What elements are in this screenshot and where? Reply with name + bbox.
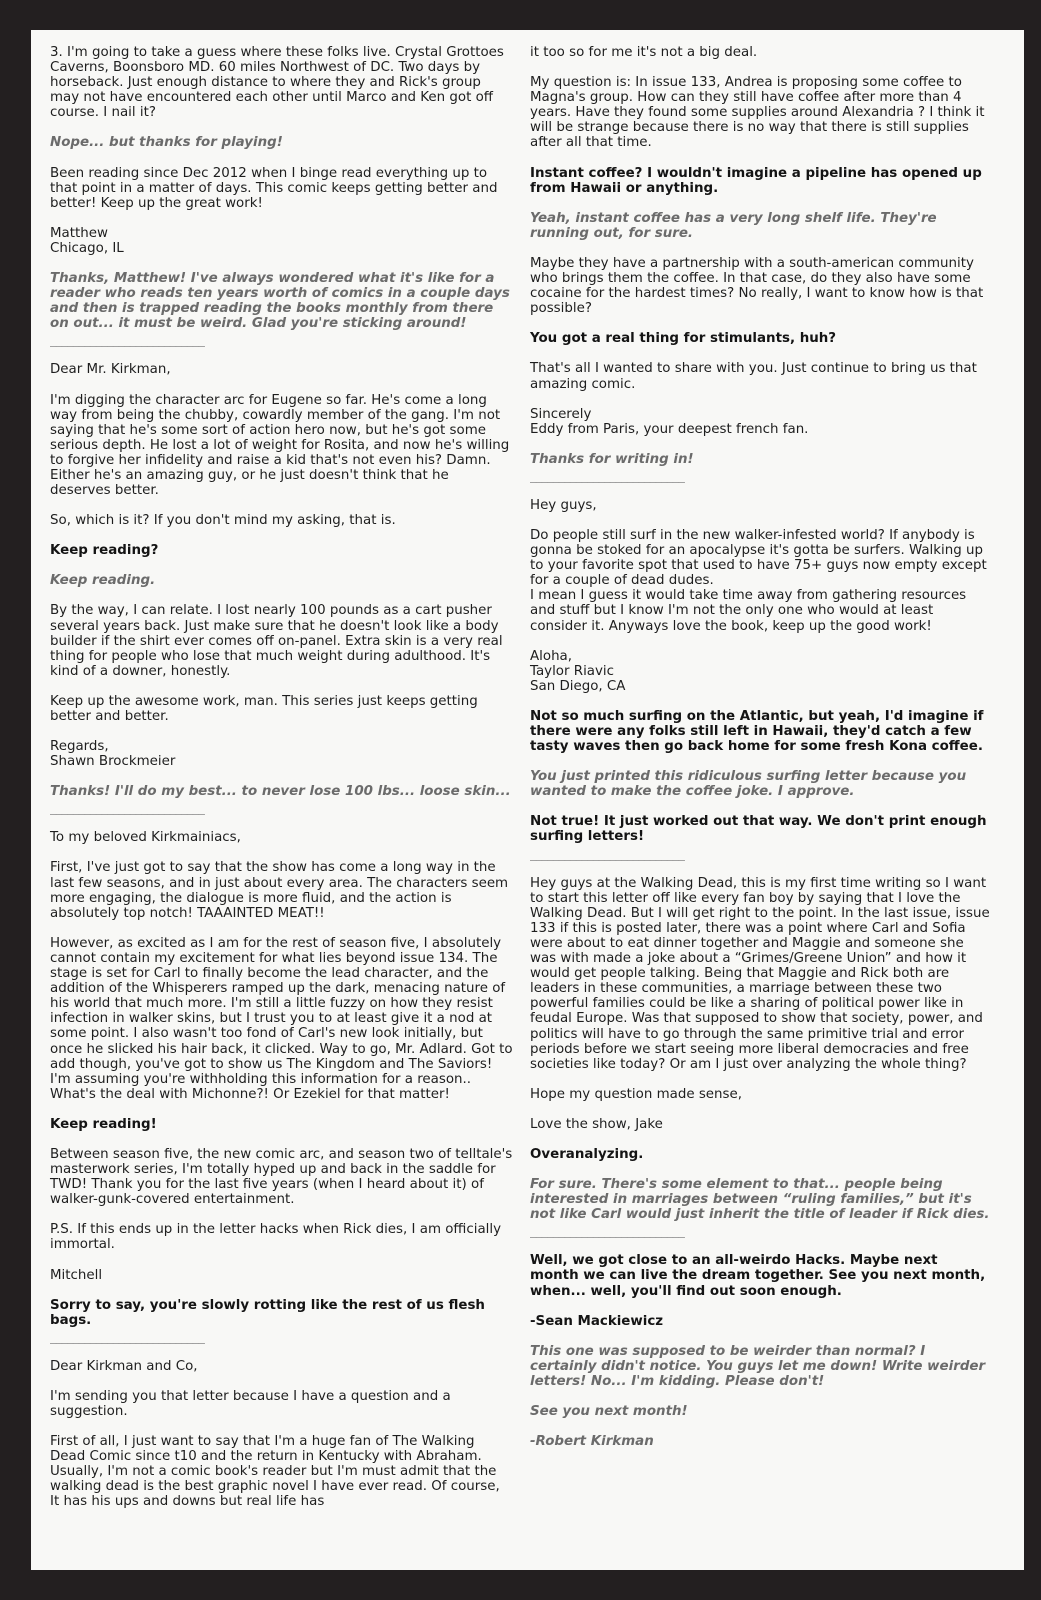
letter-paragraph: I'm sending you that letter because I have a question and a suggestion.: [50, 1388, 451, 1419]
letter-paragraph: Sincerely Eddy from Paris, your deepest french fan.: [530, 406, 809, 437]
reply-robert: -Robert Kirkman: [530, 1434, 654, 1450]
letter-paragraph: So, which is it? If you don't mind my asking, that is.: [50, 513, 396, 529]
letter-paragraph: Regards, Shawn Brockmeier: [50, 739, 176, 770]
letter-paragraph: Mitchell: [50, 1267, 103, 1283]
reply-sean: Not so much surfing on the Atlantic, but yeah, I'd imagine if there were any folks still left in Hawaii, they'd catch a few tasty waves then go back home for some fresh Kona coffee.: [530, 708, 984, 755]
reply-robert: Thanks! I'll do my best... to never lose 100 lbs... loose skin...: [50, 784, 511, 800]
reply-robert: Thanks, Matthew! I've always wondered what it's like for a reader who reads ten years worth of comics in a couple days and then is trapped reading the books monthly from there on out... it must be weird. Glad you're sticking around!: [50, 271, 510, 332]
letter-paragraph: Hey guys at the Walking Dead, this is my first time writing so I want to start this letter off like every fan boy by saying that I love the Walking Dead. But I will get right to the point. In the last issue, issue 133 if this is posted later, there was a point where Carl and Sofia were about to eat dinner together and Maggie and someone she was with made a joke about a “Grimes/Greene Union” and how it would get people talking. Being that Maggie and Rick both are leaders in these communities, a marriage between these two powerful families could be like a sharing of political power like in feudal Europe. Was that supposed to show that society, power, and politics will have to go through the same primitive trial and error periods before we start seeing more liberal democracies and free societies like today? Or am I just over analyzing the whole thing?: [530, 875, 990, 1072]
reply-sean: -Sean Mackiewicz: [530, 1313, 664, 1329]
reply-robert: You just printed this ridiculous surfing letter because you wanted to make the coffee joke. I approve.: [530, 769, 967, 800]
letter-paragraph: Hope my question made sense,: [530, 1086, 743, 1102]
letter-paragraph: Hey guys,: [530, 497, 597, 513]
letter-paragraph: Aloha, Taylor Riavic San Diego, CA: [530, 648, 626, 694]
letter-paragraph: Between season five, the new comic arc, and season two of telltale's masterwork series, I'm totally hyped up and back in the saddle for TWD! Thank you for the last five years (when I heard about it) of walker-gunk-covered entertainment.: [50, 1146, 513, 1208]
letter-paragraph: However, as excited as I am for the rest of season five, I absolutely cannot contain my excitement for what lies beyond issue 134. The stage is set for Carl to finally become the lead character, and the addition of the Whisperers ramped up the dark, menacing nature of his world that much more. I'm still a little fuzzy on how they resist infection in walker skins, but I trust you to at least give it a nod at some point. I also wasn't too fond of Carl's new look initially, but once he slicked his hair back, it clicked. Way to go, Mr. Adlard. Got to add though, you've got to show us The Kingdom and The Saviors! I'm assuming you're withholding this information for a reason.. What's the deal with Michonne?! Or Ezekiel for that matter!: [50, 935, 513, 1102]
letter-paragraph: Love the show, Jake: [530, 1116, 663, 1132]
letter-paragraph: My question is: In issue 133, Andrea is proposing some coffee to Magna's group. How can they still have coffee after more than 4 years. Have they found some supplies around Alexandria ? I think it will be strange because there is no way that there is still supplies after all that time.: [530, 75, 985, 151]
reply-sean: Keep reading!: [50, 1116, 157, 1132]
right-column: [530, 45, 990, 1464]
letter-paragraph: Dear Mr. Kirkman,: [50, 362, 171, 378]
letter-paragraph: Matthew Chicago, IL: [50, 225, 124, 256]
reply-robert: Yeah, instant coffee has a very long shelf life. They're running out, for sure.: [530, 210, 937, 241]
letter-paragraph: By the way, I can relate. I lost nearly 100 pounds as a cart pusher several years back. Just make sure that he doesn't look like a body builder if the shirt ever comes off on-panel. Extra skin is a very real thing for people who lose that much weight during adulthood. It's kind of a downer, honestly.: [50, 603, 503, 679]
letter-paragraph: First, I've just got to say that the show has come a long way in the last few seasons, and in just about every area. The characters seem more engaging, the dialogue is more fluid, and the action is absolutely top notch! TAAAINTED MEAT!!: [50, 860, 509, 921]
letter-paragraph: Dear Kirkman and Co,: [50, 1358, 198, 1374]
reply-sean: Sorry to say, you're slowly rotting like the rest of us flesh bags.: [50, 1297, 485, 1328]
letter-paragraph: it too so for me it's not a big deal.: [530, 45, 758, 60]
reply-sean: Keep reading?: [50, 543, 159, 559]
letter-paragraph: 3. I'm going to take a guess where these folks live. Crystal Grottoes Caverns, Boonsboro MD. 60 miles Northwest of DC. Two days by horseback. Just enough distance to where they and Rick's group may not have encountered each other until Marco and Ken got off course. I nail it?: [50, 45, 504, 121]
reply-sean: You got a real thing for stimulants, huh?: [530, 331, 837, 347]
letter-paragraph: P.S. If this ends up in the letter hacks when Rick dies, I am officially immortal.: [50, 1222, 502, 1253]
reply-sean: Instant coffee? I wouldn't imagine a pipeline has opened up from Hawaii or anything.: [530, 165, 982, 196]
letter-paragraph: Maybe they have a partnership with a south-american community who brings them the coffee. In that case, do they also have some cocaine for the hardest times? No really, I want to know how is that possible?: [530, 255, 984, 317]
letter-paragraph: Keep up the awesome work, man. This series just keeps getting better and better.: [50, 693, 478, 724]
letter-paragraph: That's all I wanted to share with you. Just continue to bring us that amazing comic.: [530, 361, 977, 392]
reply-sean: Not true! It just worked out that way. We don't print enough surfing letters!: [530, 814, 987, 845]
reply-robert: Thanks for writing in!: [530, 451, 694, 467]
letter-paragraph: First of all, I just want to say that I'm a huge fan of The Walking Dead Comic since t10 and the return in Kentucky with Abraham. Usually, I'm not a comic book's reader but I'm must admit that the walking dead is the best graphic novel I have ever read. Of course, It has his ups and downs but real life has: [50, 1434, 500, 1510]
reply-robert: For sure. There's some element to that... people being interested in marriages between “ruling families,” but it's not like Carl would just inherit the title of leader if Rick dies.: [530, 1177, 990, 1223]
reply-robert: This one was supposed to be weirder than normal? I certainly didn't notice. You guys let me down! Write weirder letters! No... I'm kidding. Please don't!: [530, 1343, 986, 1389]
left-column: [50, 45, 513, 1525]
divider-line: ___________________________: [50, 335, 204, 348]
divider-line: ___________________________: [530, 470, 684, 483]
letter-paragraph: Been reading since Dec 2012 when I binge read everything up to that point in a matter of days. This comic keeps getting better and better! Keep up the great work!: [50, 165, 498, 211]
reply-robert: See you next month!: [530, 1404, 688, 1419]
divider-line: ___________________________: [530, 848, 684, 861]
reply-sean: Overanalyzing.: [530, 1146, 644, 1162]
letters-page: [31, 30, 1024, 1570]
letter-paragraph: To my beloved Kirkmainiacs,: [50, 830, 241, 846]
reply-robert: Keep reading.: [50, 573, 156, 589]
divider-line: ___________________________: [50, 803, 204, 816]
letter-paragraph: I'm digging the character arc for Eugene so far. He's come a long way from being the chubby, cowardly member of the gang. I'm not saying that he's some sort of action hero now, but he's got some serious depth. He lost a lot of weight for Rosita, and now he's willing to forgive her infidelity and raise a kid that's not even his? Damn. Either he's an amazing guy, or he just doesn't think that he deserves better.: [50, 392, 510, 499]
reply-robert: Nope... but thanks for playing!: [50, 135, 283, 151]
divider-line: ___________________________: [530, 1226, 684, 1239]
letter-paragraph: Do people still surf in the new walker-infested world? If anybody is gonna be stoked for an apocalypse it's gotta be surfers. Walking up to your favorite spot that used to have 75+ guys now empty except for a couple of dead dudes. I mean I guess it would take time away from gathering resources and stuff but I know I'm not the only one who would at least consider it. Anyways love the book, keep up the good work!: [530, 527, 987, 634]
divider-line: ___________________________: [50, 1331, 204, 1344]
reply-sean: Well, we got close to an all-weirdo Hacks. Maybe next month we can live the dream together. See you next month, when... well, you'll find out soon enough.: [530, 1253, 986, 1299]
